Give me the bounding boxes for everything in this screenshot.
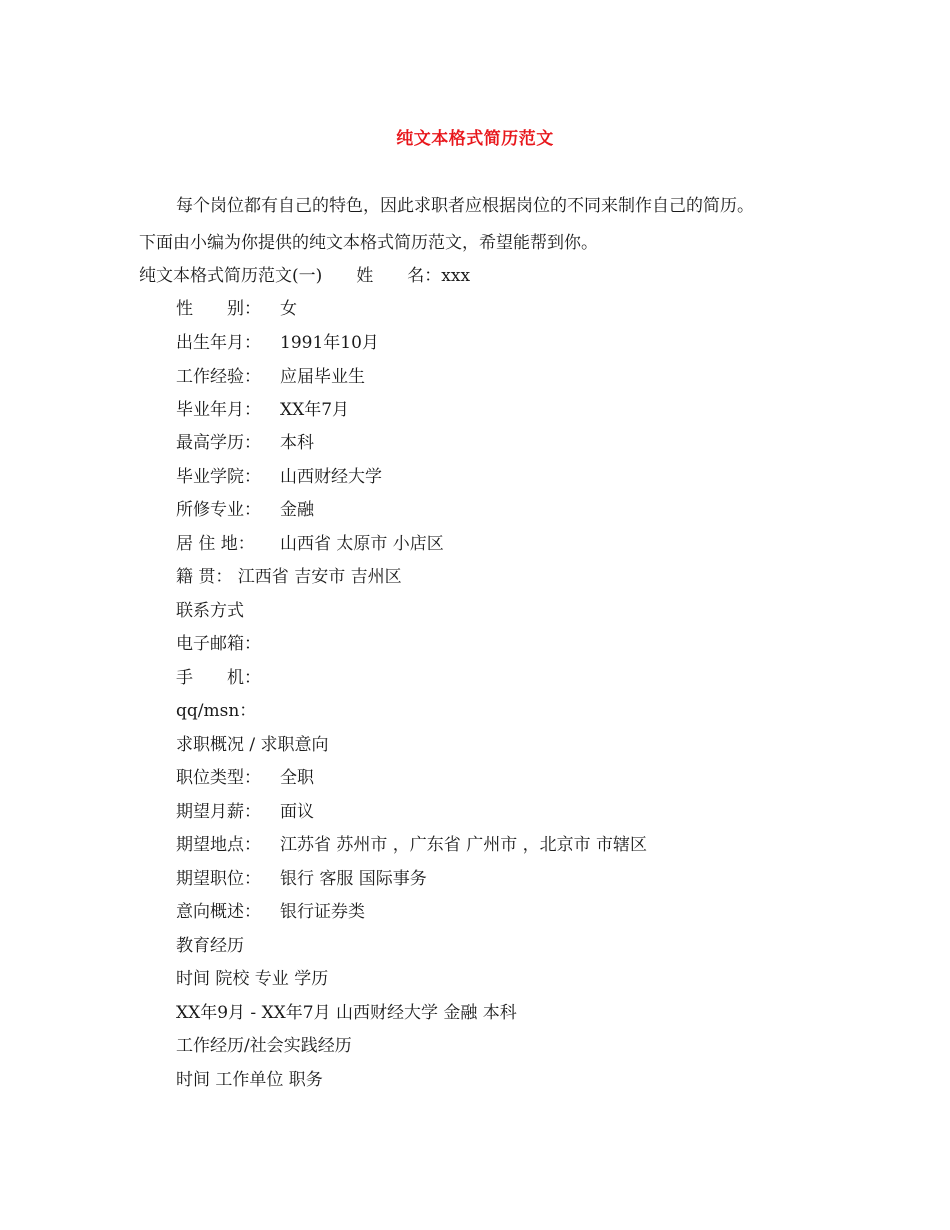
work-columns: 时间 工作单位 职务 [176, 1070, 323, 1090]
field-hometown: 籍 贯： 江西省 吉安市 吉州区 [176, 567, 402, 587]
field-school [176, 466, 382, 488]
field-label: 最高学历： [176, 433, 261, 453]
education-columns: 时间 院校 专业 学历 [176, 969, 329, 989]
contact-heading: 联系方式 [176, 601, 244, 621]
intent-position [176, 868, 427, 890]
field-label: 期望月薪： [176, 802, 261, 822]
field-label: 所修专业： [176, 500, 261, 520]
intent-summary [176, 901, 365, 923]
field-label: 毕业年月： [176, 400, 261, 420]
field-value: 银行 客服 国际事务 [280, 869, 427, 889]
intro-line-1: 每个岗位都有自己的特色，因此求职者应根据岗位的不同来制作自己的简历。 [176, 196, 754, 216]
intent-job-type [176, 767, 314, 789]
field-label: 居 住 地： [176, 534, 255, 554]
intent-heading: 求职概况 / 求职意向 [176, 735, 329, 755]
field-value: 应届毕业生 [280, 367, 365, 387]
field-value: 江苏省 苏州市 ，广东省 广州市 ，北京市 市辖区 [280, 835, 648, 855]
education-row: XX年9月 - XX年7月 山西财经大学 金融 本科 [176, 1003, 517, 1023]
intro-line-2: 下面由小编为你提供的纯文本格式简历范文，希望能帮到你。 [139, 233, 598, 253]
field-value: 面议 [280, 802, 314, 822]
contact-phone: 手 机： [176, 668, 261, 688]
field-value: XX年7月 [280, 400, 350, 420]
field-label: 职位类型： [176, 768, 261, 788]
intent-location [176, 834, 647, 856]
field-label: 期望地点： [176, 835, 261, 855]
field-residence [176, 533, 444, 555]
field-value: 全职 [280, 768, 314, 788]
field-birth [176, 332, 379, 354]
field-value: 银行证券类 [280, 902, 365, 922]
field-degree [176, 432, 314, 454]
field-value: 山西财经大学 [280, 467, 382, 487]
education-heading: 教育经历 [176, 936, 244, 956]
field-label: 工作经验： [176, 367, 261, 387]
field-value: 金融 [280, 500, 314, 520]
field-value: 1991年10月 [280, 333, 379, 353]
field-label: 毕业学院： [176, 467, 261, 487]
field-major [176, 499, 314, 521]
intent-salary [176, 801, 314, 823]
field-value: 女 [280, 299, 297, 319]
document-title: 纯文本格式简历范文 [396, 129, 554, 149]
field-label: 意向概述： [176, 902, 261, 922]
field-experience [176, 366, 365, 388]
field-graduation [176, 399, 349, 421]
field-label: 性 别： [176, 299, 261, 319]
field-value: 本科 [280, 433, 314, 453]
contact-email: 电子邮箱： [176, 634, 261, 654]
field-gender [176, 298, 297, 320]
field-label: 出生年月： [176, 333, 261, 353]
contact-qq: qq/msn： [176, 701, 257, 721]
field-value: 山西省 太原市 小店区 [280, 534, 444, 554]
work-heading: 工作经历/社会实践经历 [176, 1036, 352, 1056]
resume-heading-name-line: 纯文本格式简历范文(一) 姓 名：xxx [139, 266, 471, 286]
field-label: 期望职位： [176, 869, 261, 889]
